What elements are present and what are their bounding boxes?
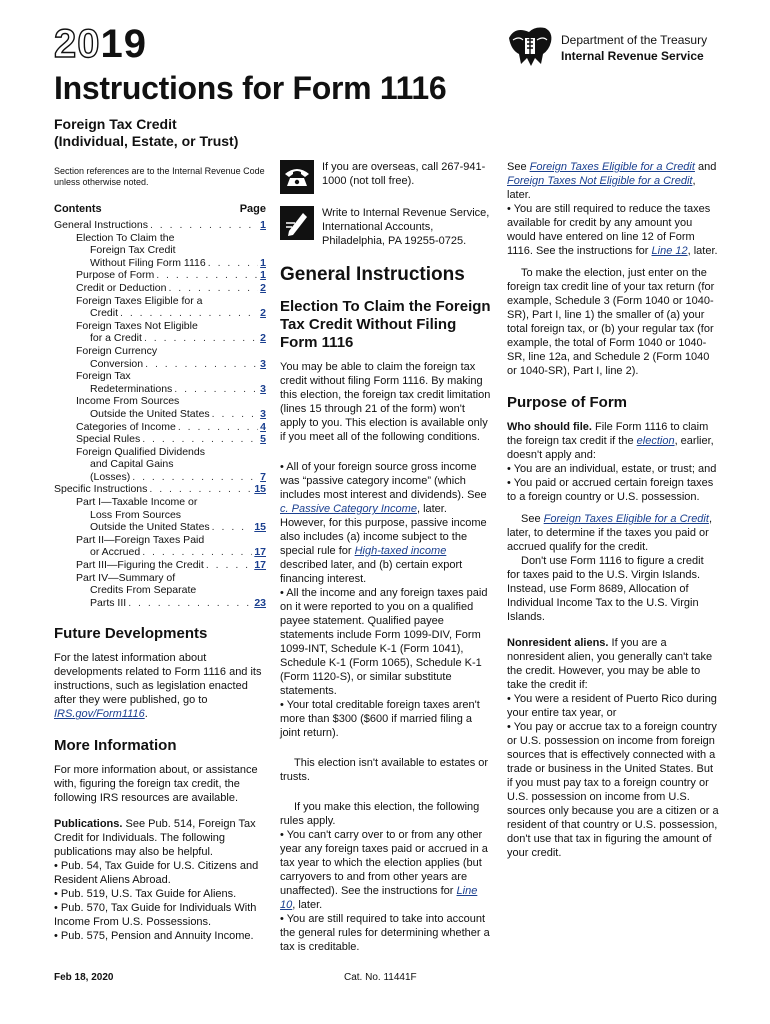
high-taxed-income-link[interactable]: High-taxed income — [354, 545, 447, 557]
toc-entry[interactable] — [54, 320, 266, 345]
toc-entry-label: Foreign Tax Credit — [90, 244, 176, 257]
column-2 — [280, 160, 492, 954]
form-year: 2019 — [54, 22, 147, 66]
estates-note: This election isn't available to estates or trusts. — [280, 757, 489, 783]
pen-writing-icon — [280, 206, 314, 240]
foreign-taxes-not-eligible-link[interactable]: Foreign Taxes Not Eligible for a Credit — [507, 175, 693, 187]
toc-entry-label: Foreign Currency — [76, 344, 158, 357]
see-eligible-text: See Foreign Taxes Eligible for a Credit and Foreign Taxes Not Eligible for a Credit, later. — [507, 161, 717, 201]
agency-irs: Internal Revenue Service — [561, 49, 704, 63]
toc-page-link[interactable]: 17 — [254, 546, 266, 559]
toc-page-link[interactable]: 23 — [254, 596, 266, 609]
toc-entry-label: Outside the United States — [90, 407, 210, 420]
toc-entry-label: and Capital Gains — [90, 458, 174, 471]
toc-entry-label: Purpose of Form — [76, 269, 155, 282]
toc-page-link[interactable]: 3 — [260, 357, 266, 370]
toc-leader-dots — [144, 332, 258, 345]
condition-tax-limit: • Your total creditable foreign taxes aren't more than $300 ($600 if married filing a joint return). — [280, 699, 480, 739]
toc-entry-label: Loss From Sources — [90, 508, 182, 521]
rule-creditable: • You are still required to take into account the general rules for determining whether a tax is creditable. — [280, 913, 490, 953]
toc-page-link[interactable]: 3 — [260, 382, 266, 395]
toc-entry-label: (Losses) — [90, 470, 131, 483]
toc-entry-label: Foreign Taxes Eligible for a — [76, 294, 203, 307]
toc-entry-label: General Instructions — [54, 219, 148, 231]
column-1 — [54, 160, 266, 943]
toc-page-link[interactable]: 2 — [260, 332, 266, 345]
telephone-icon — [280, 160, 314, 194]
rule-carryover: • You can't carry over to or from any other year any foreign taxes paid or accrued in a tax year to which the election applies (but carryovers to and from other years are unaffected). See the instructions for Line 10, later. — [280, 829, 488, 911]
toc-page-link[interactable]: 15 — [254, 483, 266, 496]
make-election-text: To make the election, just enter on the foreign tax credit line of your tax return (for example, Schedule 3 (Form 1040 or 1040-SR), Part I, line 1) the smaller of (a) your total foreign tax, or (b) your regular tax (for example, the total of Form 1040 or 1040-SR, line 12a, and Schedule 2 (Form 1040 or 1040-SR), Part I, line 2). — [507, 267, 715, 377]
condition-qualified-payee: • All the income and any foreign taxes paid on it were reported to you on a qualified payee statement. Qualified payee statements include Form 1099-DIV, Form 1099-INT, Schedule K-1 (Form 1041), Schedule K-1 (Form 1065), Schedule K-1 (Form 1120-S), or similar substitute statements. — [280, 587, 488, 697]
toc-entry-label: Foreign Qualified Dividends — [76, 445, 205, 458]
toc-leader-dots — [212, 408, 259, 421]
toc-page-link[interactable]: 7 — [260, 470, 266, 483]
toc-entry-label: Redeterminations — [90, 382, 173, 395]
toc-entry[interactable] — [54, 433, 266, 446]
toc-entry[interactable] — [54, 572, 266, 610]
phone-text: If you are overseas, call 267-941-1000 (not toll free). — [322, 161, 486, 187]
toc-entry-label: Categories of Income — [76, 420, 176, 433]
toc-leader-dots — [208, 257, 258, 270]
toc-entry-label: for a Credit — [90, 332, 142, 345]
nra-bullet-effectively-connected: • You pay or accrue tax to a foreign country or U.S. possession on income from foreign sources that is effectively connected with a trade or business in the United States. But if you must pay tax to a foreign country or U.S. possession on income from U.S. sources only because you are a citizen or a resident of that country or U.S. possession, don't use that tax in figuring the amount of your credit. — [507, 721, 719, 859]
toc-entry-label: or Accrued — [90, 546, 141, 559]
toc-page-link[interactable]: 1 — [260, 256, 266, 269]
toc-leader-dots — [142, 546, 252, 559]
toc-entry-label: Income From Sources — [76, 395, 180, 408]
toc-entry-label: Conversion — [90, 357, 144, 370]
toc-page-link[interactable]: 1 — [260, 219, 266, 231]
foreign-taxes-eligible-link[interactable]: Foreign Taxes Eligible for a Credit — [529, 161, 695, 173]
toc-leader-dots — [178, 421, 258, 434]
agency-dept: Department of the Treasury — [561, 33, 708, 47]
toc-page-link[interactable]: 2 — [260, 307, 266, 320]
more-information-heading: More Information — [54, 737, 177, 755]
toc-entry[interactable] — [54, 295, 266, 320]
irs-eagle-logo-icon — [505, 24, 555, 68]
future-developments-heading: Future Developments — [54, 625, 208, 643]
page-title: Instructions for Form 1116 — [54, 70, 447, 106]
passive-category-income-link[interactable]: c. Passive Category Income — [280, 503, 417, 515]
toc-entry-label: Election To Claim the — [76, 231, 175, 244]
page-subtitle: Foreign Tax Credit (Individual, Estate, or Trust) — [54, 116, 239, 149]
column-3 — [507, 160, 719, 860]
toc-entry[interactable] — [54, 483, 266, 496]
irs-form1116-link[interactable]: IRS.gov/Form1116 — [54, 708, 145, 721]
publications-list — [54, 859, 266, 943]
see-eligible-determine: See Foreign Taxes Eligible for a Credit, later, to determine if the taxes you paid or accrued qualify for the credit. — [507, 513, 712, 553]
publication-item: • Pub. 570, Tax Guide for Individuals With Income From U.S. Possessions. — [54, 902, 257, 929]
toc-entry-label: Foreign Taxes Not Eligible — [76, 319, 198, 332]
toc-leader-dots — [168, 282, 258, 295]
foreign-taxes-eligible-link-2[interactable]: Foreign Taxes Eligible for a Credit — [543, 513, 709, 525]
election-rules-intro: If you make this election, the following rules apply. — [280, 801, 480, 827]
toc-entry-label: Part III—Figuring the Credit — [76, 559, 204, 572]
toc-leader-dots — [120, 307, 258, 320]
toc-entry[interactable] — [54, 559, 266, 572]
toc-entry-label: Credits From Separate — [90, 584, 197, 597]
virgin-islands-text: Don't use Form 1116 to figure a credit for taxes paid to the U.S. Virgin Islands. Instead, use Form 8689, Allocation of Individual Income Tax to the U.S. Virgin Islands. — [507, 555, 704, 623]
toc-entry[interactable] — [54, 345, 266, 370]
toc-entry-label: Credit or Deduction — [76, 281, 167, 294]
toc-page-link[interactable]: 1 — [260, 269, 266, 282]
toc-entry[interactable] — [54, 534, 266, 559]
line-12-link[interactable]: Line 12 — [651, 245, 688, 257]
publication-item: • Pub. 575, Pension and Annuity Income. — [54, 930, 254, 943]
future-developments-text: For the latest information about developments related to Form 1116 and its instructions, such as legislation enacted after they were published, go to IRS.gov/Form1116. — [54, 652, 262, 721]
toc-entry-label: Part II—Foreign Taxes Paid — [76, 533, 205, 546]
toc-leader-dots — [145, 358, 258, 371]
contents-header: Contents Page — [54, 203, 266, 215]
footer-cat-number: Cat. No. 11441F — [344, 972, 417, 983]
purpose-of-form-heading: Purpose of Form — [507, 394, 628, 411]
general-instructions-heading: General Instructions — [280, 264, 465, 285]
election-intro: You may be able to claim the foreign tax credit without filing Form 1116. By making this election, the foreign tax credit limitation (lines 15 through 21 of the form) won't apply to you. This election is available only if you meet all of the following conditions. — [280, 361, 491, 443]
toc-page-link[interactable]: 17 — [254, 559, 266, 572]
toc-leader-dots — [149, 483, 252, 496]
toc-leader-dots — [150, 219, 258, 232]
toc-entry[interactable] — [54, 232, 266, 270]
toc-entry-label: Parts III — [90, 596, 127, 609]
toc-entry-label: Special Rules — [76, 433, 141, 446]
write-row — [280, 206, 492, 248]
who-should-file-text: Who should file. File Form 1116 to claim the foreign tax credit if the election, earlier, doesn't apply and: — [507, 421, 714, 461]
footer-date: Feb 18, 2020 — [54, 972, 114, 983]
toc-entry-label: Specific Instructions — [54, 483, 148, 496]
election-heading: Election To Claim the Foreign Tax Credit Without Filing Form 1116 — [280, 298, 491, 351]
write-text: Write to Internal Revenue Service, International Accounts, Philadelphia, PA 19255-0725. — [322, 207, 490, 247]
toc-leader-dots — [206, 559, 253, 572]
who-bullet-individual: • You are an individual, estate, or trust; and — [507, 463, 717, 475]
toc-entry[interactable] — [54, 496, 266, 534]
section-note: Section references are to the Internal Revenue Code unless otherwise noted. — [54, 166, 265, 187]
election-link[interactable]: election — [636, 435, 675, 447]
publication-item: • Pub. 519, U.S. Tax Guide for Aliens. — [54, 888, 237, 901]
who-bullet-paid: • You paid or accrued certain foreign taxes to a foreign country or U.S. possession. — [507, 477, 714, 503]
toc-page-link[interactable]: 4 — [260, 420, 266, 433]
toc-entry[interactable] — [54, 219, 266, 232]
nra-bullet-puerto-rico: • You were a resident of Puerto Rico during your entire tax year, or — [507, 693, 717, 719]
toc-page-link[interactable]: 3 — [260, 407, 266, 420]
phone-row — [280, 160, 492, 194]
toc-entry[interactable] — [54, 395, 266, 420]
toc-leader-dots — [212, 521, 253, 534]
publications-text: Publications. See Pub. 514, Foreign Tax Credit for Individuals. The following publications may also be helpful. — [54, 818, 256, 859]
toc-entry[interactable] — [54, 370, 266, 395]
toc-leader-dots — [132, 471, 258, 484]
toc-entry-label: Outside the United States — [90, 521, 210, 534]
toc-entry[interactable] — [54, 446, 266, 484]
more-information-text: For more information about, or assistance with, figuring the foreign tax credit, the following IRS resources are available. — [54, 764, 258, 805]
nonresident-aliens-text: Nonresident aliens. If you are a nonresident alien, you generally can't take the credit. However, you may be able to take the credit if: — [507, 637, 713, 691]
toc-entry[interactable] — [54, 269, 266, 282]
toc-entry-label: Without Filing Form 1116 — [90, 256, 206, 269]
toc-entry[interactable] — [54, 421, 266, 434]
toc-leader-dots — [156, 269, 258, 282]
toc-entry-label: Foreign Tax — [76, 370, 131, 383]
toc-leader-dots — [174, 383, 258, 396]
toc-leader-dots — [142, 433, 258, 446]
table-of-contents — [54, 219, 266, 609]
line-10-link[interactable]: Line 10 — [280, 885, 478, 911]
toc-entry-label: Part I—Taxable Income or — [76, 496, 198, 509]
toc-page-link[interactable]: 2 — [260, 281, 266, 294]
toc-leader-dots — [128, 597, 252, 610]
toc-entry-label: Credit — [90, 307, 119, 320]
toc-page-link[interactable]: 15 — [254, 521, 266, 534]
reduce-taxes-text: • You are still required to reduce the taxes available for credit by any amount you would have entered on line 12 of Form 1116. See the instructions for Line 12, later. — [507, 203, 718, 257]
condition-passive-income: • All of your foreign source gross income was “passive category income” (which includes most interest and dividends). See c. Passive Category Income, later. However, for this purpose, passive income also includes (a) income subject to the special rule for High-taxed income described later, and (b) certain export financing interest. — [280, 461, 487, 585]
toc-page-link[interactable]: 5 — [260, 433, 266, 446]
publication-item: • Pub. 54, Tax Guide for U.S. Citizens and Resident Aliens Abroad. — [54, 860, 259, 887]
toc-entry-label: Part IV—Summary of — [76, 571, 176, 584]
toc-entry[interactable] — [54, 282, 266, 295]
